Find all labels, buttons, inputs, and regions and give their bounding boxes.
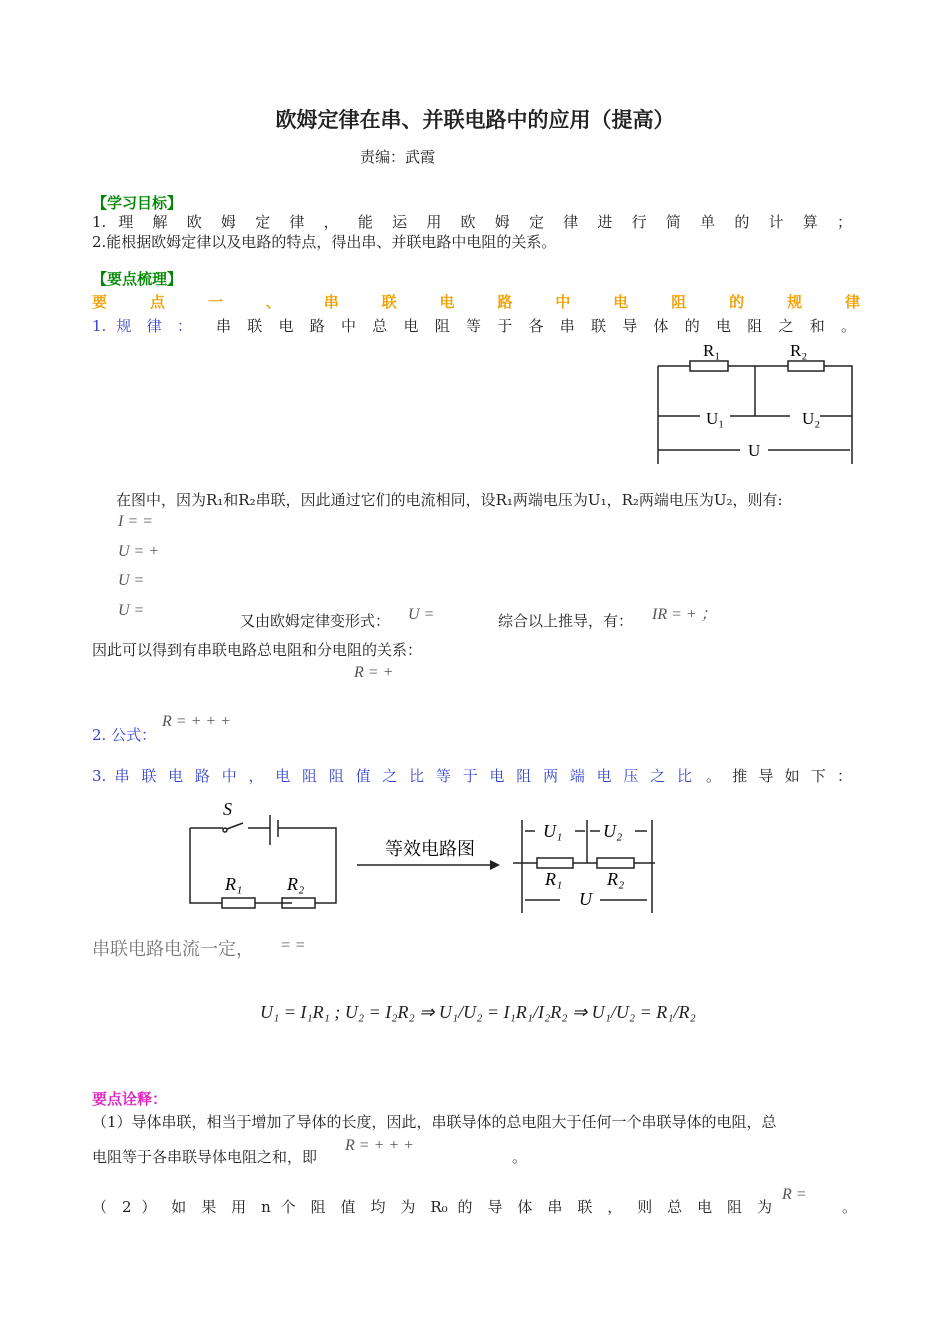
note2-end: 。	[842, 1198, 858, 1216]
ohm-variant-text: 又由欧姆定律变形式：	[240, 612, 391, 630]
label-u1: U₁	[706, 409, 725, 428]
note1-end: 。	[512, 1148, 528, 1166]
equation: R = +	[354, 664, 394, 681]
label-switch: S	[223, 799, 232, 819]
label-r2: R₂	[287, 874, 305, 894]
equation: U =	[408, 606, 435, 623]
note1-equation: R = + + +	[345, 1137, 414, 1154]
note2-equation: R =	[782, 1186, 807, 1203]
arrow-label: 等效电路图	[385, 839, 475, 860]
equation: U = +	[118, 543, 160, 560]
equivalent-circuit-figure	[185, 795, 665, 920]
label-r1: R₁	[703, 341, 721, 360]
note1-cont: 电阻等于各串联导体电阻之和，即	[92, 1148, 318, 1166]
note1: （1）导体串联，相当于增加了导体的长度，因此，串联导体的总电阻大于任何一个串联导体的电阻，总	[92, 1113, 777, 1131]
equation: IR = + ；	[652, 606, 717, 623]
notes-heading: 要点诠释：	[92, 1090, 168, 1108]
rule-text: 串 联 电 路 中 总 电 阻 等 于 各 串 联 导 体 的 电 阻 之 和 。	[216, 317, 856, 335]
derivation-equation: U₁ = I₁R₁ ; U₂ = I₂R₂ ⇒ U₁/U₂ = I₁R₁/I₂R₂ ⇒ U₁/U₂ = R₁/R₂	[260, 1002, 696, 1022]
label-u2: U₂	[802, 409, 821, 428]
equation: = =	[280, 937, 306, 954]
therefore-text: 因此可以得到有串联电路总电阻和分电阻的关系：	[92, 641, 423, 659]
points-heading: 【要点梳理】	[92, 270, 183, 288]
equation: U =	[118, 572, 145, 589]
editor-line: 责编：武霞	[360, 148, 436, 166]
resistor-r2	[788, 361, 824, 371]
goal-item: 1. 理 解 欧 姆 定 律 ， 能 运 用 欧 姆 定 律 进 行 简 单 的 计 算 ；	[92, 213, 852, 231]
ratio-tail: 。 推 导 如 下 ：	[706, 767, 852, 785]
current-const-text: 串联电路电流一定，	[92, 939, 254, 960]
combine-text: 综合以上推导，有：	[498, 612, 634, 630]
label-u: U	[748, 441, 761, 460]
label-u: U	[579, 889, 592, 909]
label-u2: U₂	[603, 821, 623, 841]
resistor-r1	[690, 361, 728, 371]
label-r2-eq: R₂	[607, 869, 625, 889]
formula: R = + + +	[162, 713, 231, 730]
label-u1: U₁	[543, 821, 563, 841]
page-title: 欧姆定律在串、并联电路中的应用（提高）	[275, 108, 675, 132]
goals-heading: 【学习目标】	[92, 194, 183, 212]
point1-title: 要 点 一 、 串 联 电 路 中 电 阻 的 规 律	[92, 293, 860, 311]
rule-label: 1. 规 律 ：	[92, 317, 192, 335]
label-r2: R₂	[790, 341, 808, 360]
series-circuit-figure	[650, 336, 862, 470]
formula-label: 2. 公式：	[92, 726, 157, 744]
equation: U =	[118, 602, 145, 619]
label-r1-eq: R₁	[545, 869, 563, 889]
note2: （ 2 ） 如 果 用 n 个 阻 值 均 为 R₀ 的 导 体 串 联 ， 则 总 电 阻 为	[92, 1198, 772, 1216]
label-r1: R₁	[225, 874, 243, 894]
ratio-title: 3. 串 联 电 路 中 ， 电 阻 阻 值 之 比 等 于 电 阻 两 端 电 压 之 比	[92, 767, 692, 785]
equation: I = =	[118, 513, 153, 530]
explain-text: 在图中，因为R₁和R₂串联，因此通过它们的电流相同，设R₁两端电压为U₁，R₂两端电压为U₂，则有:	[116, 491, 783, 509]
goal-item: 2.能根据欧姆定律以及电路的特点，得出串、并联电路中电阻的关系。	[92, 233, 557, 251]
